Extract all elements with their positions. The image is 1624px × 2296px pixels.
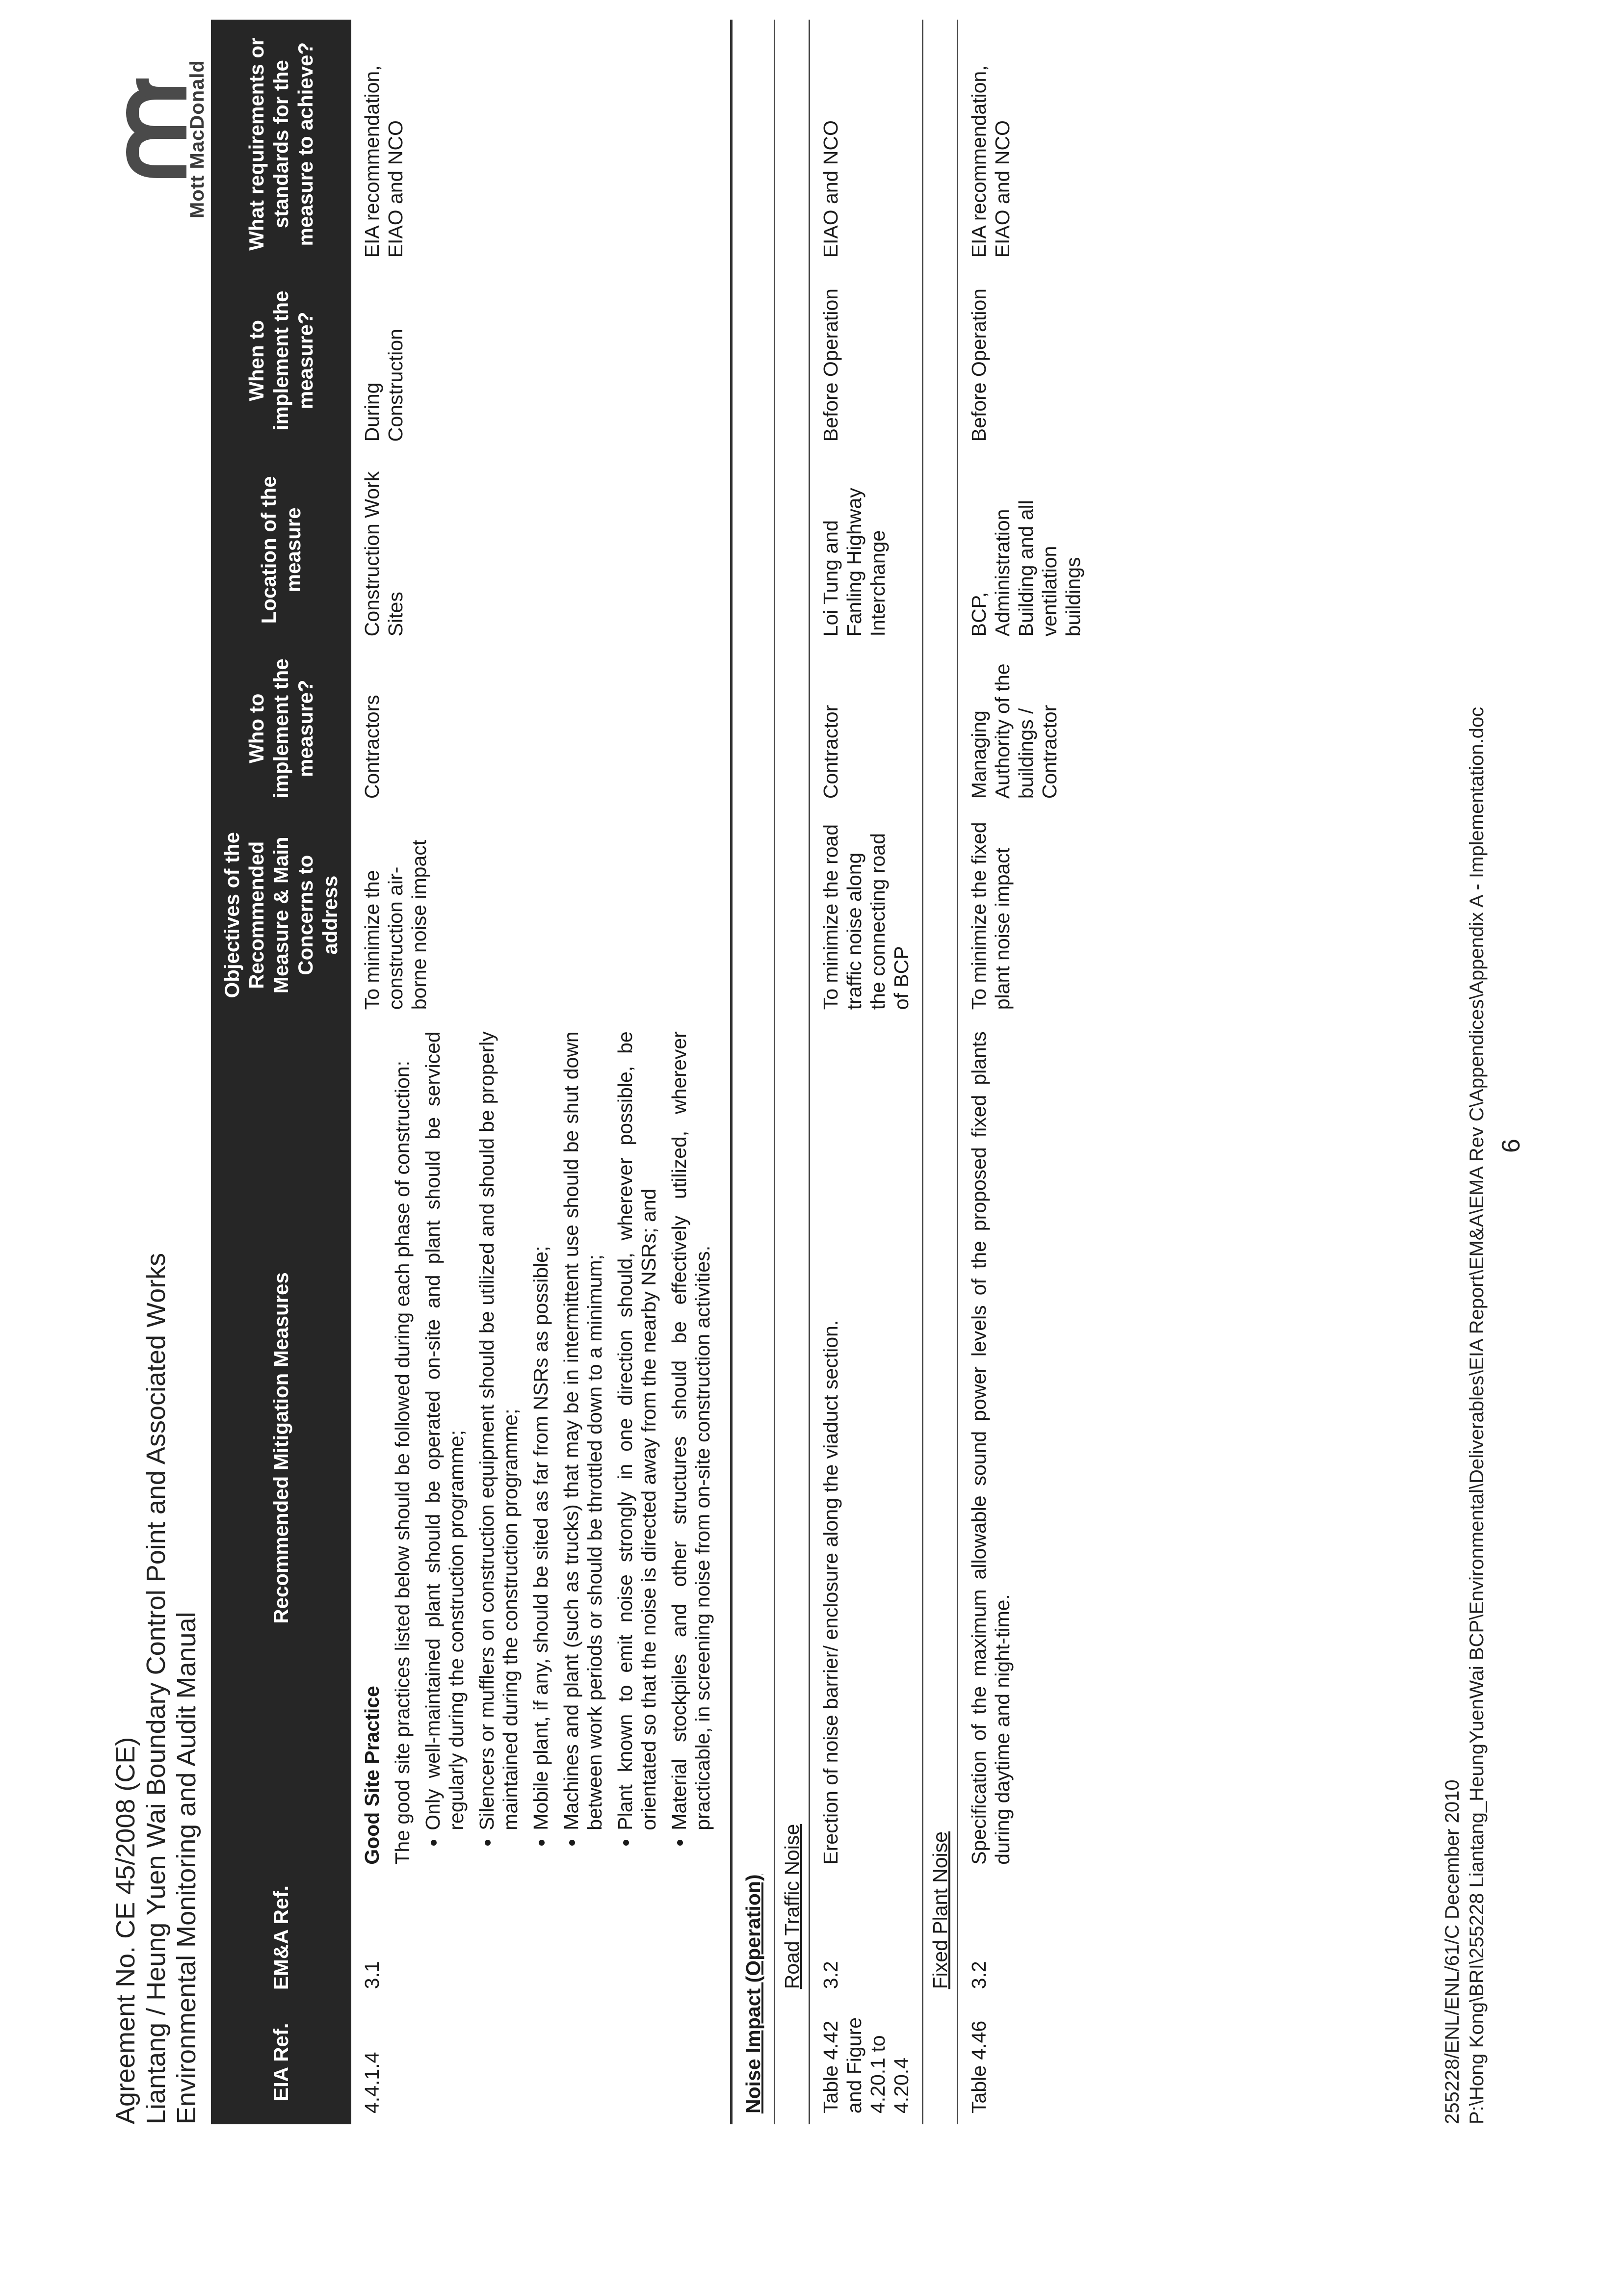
who-cell: Contractors	[361, 695, 383, 799]
subsection-row	[923, 20, 958, 2124]
eia-ref-cell: Table 4.46	[958, 2000, 1094, 2124]
list-item: • Material stockpiles and other structures should be effectively utilized, wherever practicable, in screening noise from on-site construction activities.	[667, 1031, 714, 1830]
requirements-cell: EIAO and NCO	[810, 20, 923, 268]
subsection-title: Road Traffic Noise	[781, 1824, 803, 1989]
ema-ref-cell: 3.2	[810, 1876, 923, 2000]
measure-title: Good Site Practice	[361, 1686, 383, 1865]
logo-text: Mott MacDonald	[186, 60, 208, 218]
requirements-cell: EIA recommendation, EIAO and NCO	[361, 65, 407, 258]
implementation-table	[211, 20, 1094, 2124]
objectives-cell: To minimize the road traffic noise along the connecting road of BCP	[810, 809, 923, 1020]
col-requirements: What requirements or standards for the measure to achieve?	[211, 20, 351, 268]
col-who: Who to implement the measure?	[211, 647, 351, 809]
section-row	[732, 20, 775, 2124]
measure-intro: The good site practices listed below should be followed during each phase of construction:	[391, 1061, 414, 1865]
document-header	[110, 1253, 202, 2124]
requirements-cell: EIA recommendation, EIAO and NCO	[958, 20, 1094, 268]
project-line: Liantang / Heung Yuen Wai Boundary Control Point and Associated Works	[141, 1252, 171, 2124]
measures-cell: Specification of the maximum allowable sound power levels of the proposed fixed plants during daytime and night-time.	[958, 1020, 1094, 1875]
col-ema-ref: EM&A Ref.	[211, 1876, 351, 2000]
agreement-line: Agreement No. CE 45/2008 (CE)	[111, 1737, 140, 2124]
objectives-cell: To minimize the fixed plant noise impact	[958, 809, 1094, 1020]
table-row	[958, 20, 1094, 2124]
section-title: Noise Impact (Operation)	[742, 1874, 764, 2113]
measure-bullet-list	[421, 1031, 714, 1864]
footer-path: P:\Hong Kong\BRI\255228 Liantang_HeungYuenWai BCP\Environmental\Deliverables\EIA Report\EM&A\EMA Rev C\Appendices\Appendix A - Implementation.doc	[1466, 706, 1488, 2124]
list-item: • Silencers or mufflers on construction equipment should be utilized and should be properly maintained during the construction programme;	[475, 1031, 522, 1830]
document-footer	[1440, 707, 1489, 2124]
page-number: 6	[1497, 1139, 1525, 1153]
col-eia-ref: EIA Ref.	[211, 2000, 351, 2124]
subsection-title: Fixed Plant Noise	[929, 1831, 951, 1989]
table-header-row	[211, 20, 351, 2124]
col-measures: Recommended Mitigation Measures	[211, 1020, 351, 1875]
footer-reference: 255228/ENL/ENL/61/C December 2010	[1441, 1779, 1463, 2124]
objectives-cell: To minimize the construction air-borne noise impact	[361, 839, 430, 1010]
measures-cell: Erection of noise barrier/ enclosure along the viaduct section.	[810, 1020, 923, 1875]
ema-ref-cell: 3.1	[361, 1961, 383, 1989]
col-when: When to implement the measure?	[211, 268, 351, 452]
location-cell: Loi Tung and Fanling Highway Interchange	[810, 452, 923, 647]
location-cell: Construction Work Sites	[361, 471, 407, 637]
ema-ref-cell: 3.2	[958, 1876, 1094, 2000]
eia-ref-cell: Table 4.42 and Figure 4.20.1 to 4.20.4	[810, 2000, 923, 2124]
list-item: • Only well-maintained plant should be operated on-site and plant should be serviced regularly during the construction programme;	[421, 1031, 468, 1830]
when-cell: During Construction	[361, 329, 407, 442]
subsection-row	[775, 20, 810, 2124]
manual-line: Environmental Monitoring and Audit Manual	[172, 1612, 201, 2124]
col-location: Location of the measure	[211, 452, 351, 647]
list-item: • Plant known to emit noise strongly in one direction should, wherever possible, be orientated so that the noise is directed away from the nearby NSRs; and	[613, 1031, 660, 1830]
list-item: • Machines and plant (such as trucks) that may be in intermittent use should be shut down between work periods or should be throttled down to a minimum;	[559, 1031, 606, 1830]
col-objectives: Objectives of the Recommended Measure & Main Concerns to address	[211, 809, 351, 1020]
who-cell: Managing Authority of the buildings / Contractor	[958, 647, 1094, 809]
location-cell: BCP, Administration Building and all ventilation buildings	[958, 452, 1094, 647]
table-row	[810, 20, 923, 2124]
measures-cell	[351, 1020, 732, 1875]
eia-ref-cell: 4.4.1.4	[361, 2052, 383, 2113]
when-cell: Before Operation	[958, 268, 1094, 452]
when-cell: Before Operation	[810, 268, 923, 452]
table-row	[351, 20, 732, 2124]
list-item: • Mobile plant, if any, should be sited as far from NSRs as possible;	[529, 1031, 552, 1830]
who-cell: Contractor	[810, 647, 923, 809]
